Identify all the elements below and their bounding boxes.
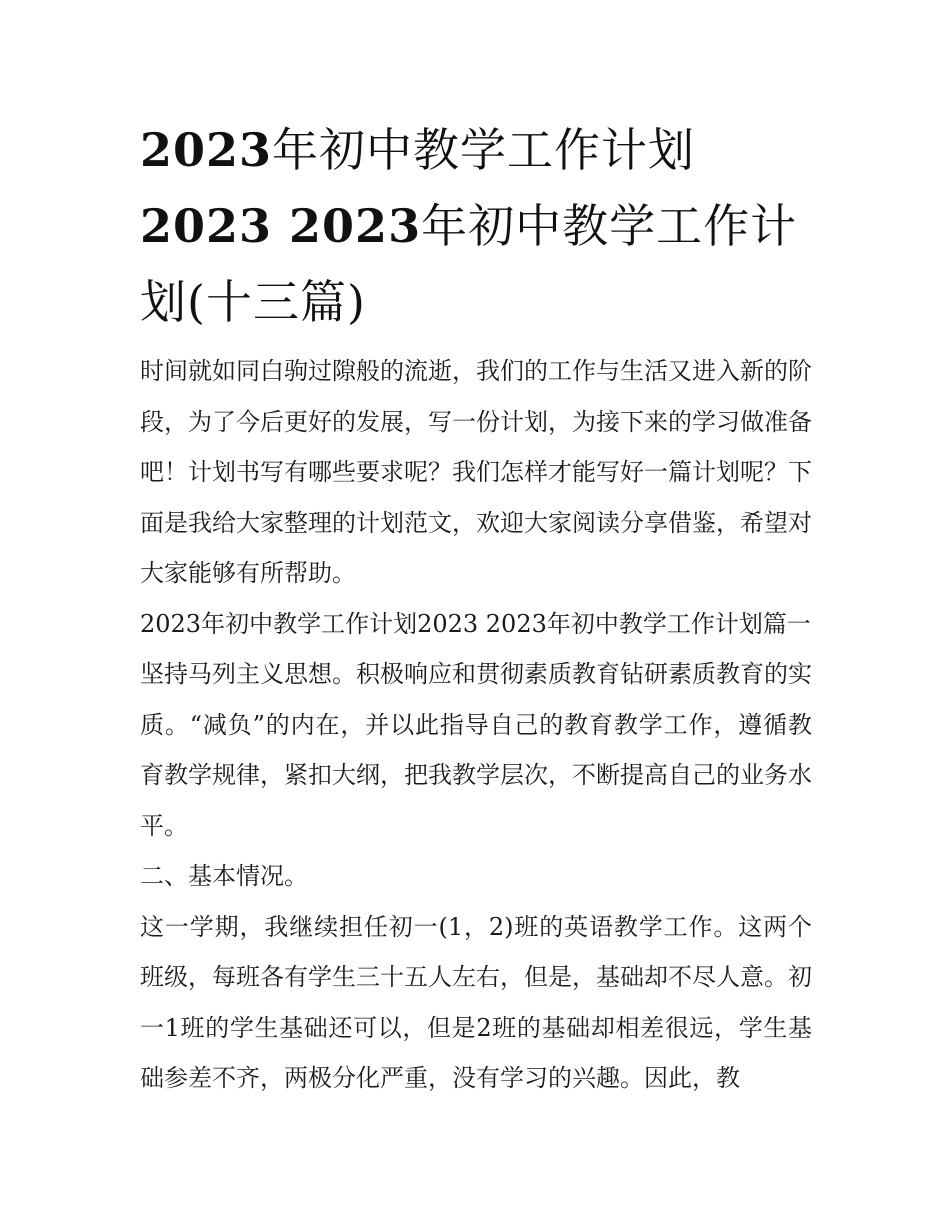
title-text-repeat: 年初中教学工作计划(十三篇) [140, 199, 798, 329]
section-heading: 2023年初中教学工作计划2023 2023年初中教学工作计划篇一 [140, 609, 811, 638]
body-paragraph: 坚持马列主义思想。积极响应和贯彻素质教育钻研素质教育的实质。“减负”的内在，并以此指导自己的教育教学工作，遵循教育教学规律，紧扣大纲，把我教学层次，不断提高自己的业务水平。 [140, 660, 812, 840]
subsection-heading: 二、基本情况。 [140, 862, 308, 890]
document-content [140, 112, 812, 1104]
document-title [140, 112, 812, 340]
intro-paragraph: 时间就如同白驹过隙般的流逝，我们的工作与生活又进入新的阶段，为了今后更好的发展，写一份计划，为接下来的学习做准备吧！计划书写有哪些要求呢？我们怎样才能写好一篇计划呢？下面是我给大家整理的计划范文，欢迎大家阅读分享借鉴，希望对大家能够有所帮助。 [140, 357, 812, 587]
title-text: 年初中教学工作计划 [272, 123, 696, 177]
body-paragraph: 这一学期，我继续担任初一(1，2)班的英语教学工作。这两个班级，每班各有学生三十五人左右，但是，基础却不尽人意。初一1班的学生基础还可以，但是2班的基础却相差很远，学生基础参差不齐，两极分化严重，没有学习的兴趣。因此，教 [140, 912, 812, 1092]
title-year: 2023 [140, 123, 273, 177]
title-year-repeat: 2023 2023 [140, 199, 422, 253]
